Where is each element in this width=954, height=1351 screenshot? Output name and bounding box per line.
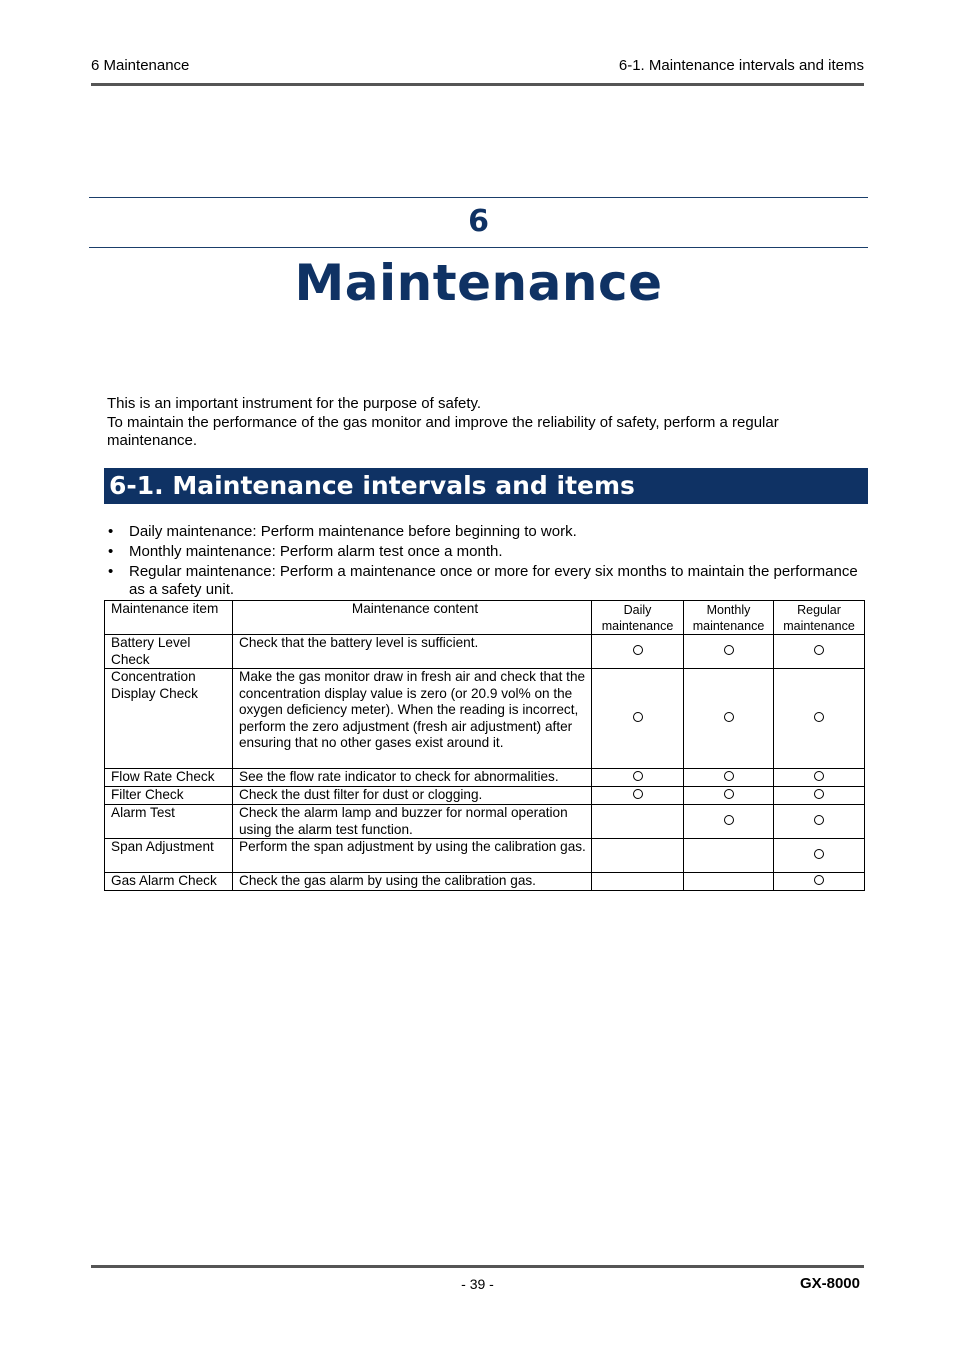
table-header-row [105,601,865,635]
maintenance-item-cell: Alarm Test [105,805,233,839]
list-item [107,563,867,599]
check-circle-icon [814,789,824,799]
check-circle-icon [814,645,824,655]
maintenance-item-cell: Concentration Display Check [105,669,233,769]
regular-cell [774,787,865,805]
check-circle-icon [814,771,824,781]
regular-cell [774,839,865,873]
interval-list [107,523,867,601]
header-divider [91,83,864,86]
page-header [91,57,864,77]
chapter-number: 6 [468,204,489,239]
page-number: - 39 - [461,1276,494,1292]
maintenance-content-cell: Make the gas monitor draw in fresh air and check that the concentration display value is zero (or 20.9 vol% on the oxygen deficiency meter). When the reading is incorrect, perform the zero adjustment (fresh air adjustment) after ensuring that no other gases exist around it. [233,669,592,769]
chapter-bottom-rule [89,247,868,248]
regular-cell [774,635,865,669]
check-circle-icon [814,712,824,722]
maintenance-item-cell: Gas Alarm Check [105,873,233,891]
daily-cell [592,769,684,787]
list-item-text: Monthly maintenance: Perform alarm test once a month. [129,543,503,560]
list-item [107,543,867,561]
monthly-cell [684,805,774,839]
section-heading-bar [104,468,868,504]
header-daily: Daily maintenance [592,601,684,635]
maintenance-item-cell: Span Adjustment [105,839,233,873]
regular-cell [774,873,865,891]
check-circle-icon [814,849,824,859]
check-circle-icon [724,712,734,722]
maintenance-item-cell: Filter Check [105,787,233,805]
maintenance-content-cell: Perform the span adjustment by using the calibration gas. [233,839,592,873]
daily-cell [592,873,684,891]
monthly-cell [684,635,774,669]
monthly-cell [684,787,774,805]
bullet-icon: • [108,543,114,560]
check-circle-icon [633,645,643,655]
daily-cell [592,787,684,805]
daily-cell [592,805,684,839]
check-circle-icon [724,645,734,655]
daily-cell [592,839,684,873]
model-name: GX-8000 [799,1275,860,1292]
section-title: 6-1. Maintenance intervals and items [109,471,635,500]
maintenance-content-cell: Check the gas alarm by using the calibration gas. [233,873,592,891]
maintenance-content-cell: Check the dust filter for dust or clogging. [233,787,592,805]
header-monthly: Monthly maintenance [684,601,774,635]
chapter-title: Maintenance [294,254,663,312]
check-circle-icon [633,771,643,781]
table-row [105,839,865,873]
header-section: 6-1. Maintenance intervals and items [618,57,864,74]
daily-cell [592,635,684,669]
list-item-text: Regular maintenance: Perform a maintenance once or more for every six months to maintain the performance as a safety unit. [129,563,858,598]
check-circle-icon [724,815,734,825]
daily-cell [592,669,684,769]
regular-cell [774,769,865,787]
list-item [107,523,867,541]
regular-cell [774,669,865,769]
maintenance-content-cell: Check the alarm lamp and buzzer for normal operation using the alarm test function. [233,805,592,839]
table-row [105,787,865,805]
table-row [105,805,865,839]
header-content: Maintenance content [233,601,592,635]
check-circle-icon [724,771,734,781]
table-row [105,669,865,769]
bullet-icon: • [108,563,114,580]
intro-text [107,395,867,451]
list-item-text: Daily maintenance: Perform maintenance before beginning to work. [129,523,577,540]
maintenance-content-cell: Check that the battery level is sufficient. [233,635,592,669]
table-row [105,873,865,891]
bullet-icon: • [108,523,114,540]
check-circle-icon [814,815,824,825]
monthly-cell [684,669,774,769]
maintenance-table [104,600,865,891]
check-circle-icon [814,875,824,885]
table-row [105,635,865,669]
check-circle-icon [724,789,734,799]
monthly-cell [684,769,774,787]
monthly-cell [684,873,774,891]
intro-line-2: To maintain the performance of the gas monitor and improve the reliability of safety, perform a regular maintenance. [107,413,779,449]
footer-divider [91,1265,864,1268]
maintenance-content-cell: See the flow rate indicator to check for abnormalities. [233,769,592,787]
header-regular: Regular maintenance [774,601,865,635]
header-item: Maintenance item [105,601,233,635]
maintenance-item-cell: Battery Level Check [105,635,233,669]
header-chapter: 6 Maintenance [91,57,190,74]
monthly-cell [684,839,774,873]
maintenance-item-cell: Flow Rate Check [105,769,233,787]
intro-line-1: This is an important instrument for the purpose of safety. [107,395,482,412]
regular-cell [774,805,865,839]
chapter-top-rule [89,197,868,198]
table-row [105,769,865,787]
check-circle-icon [633,789,643,799]
check-circle-icon [633,712,643,722]
